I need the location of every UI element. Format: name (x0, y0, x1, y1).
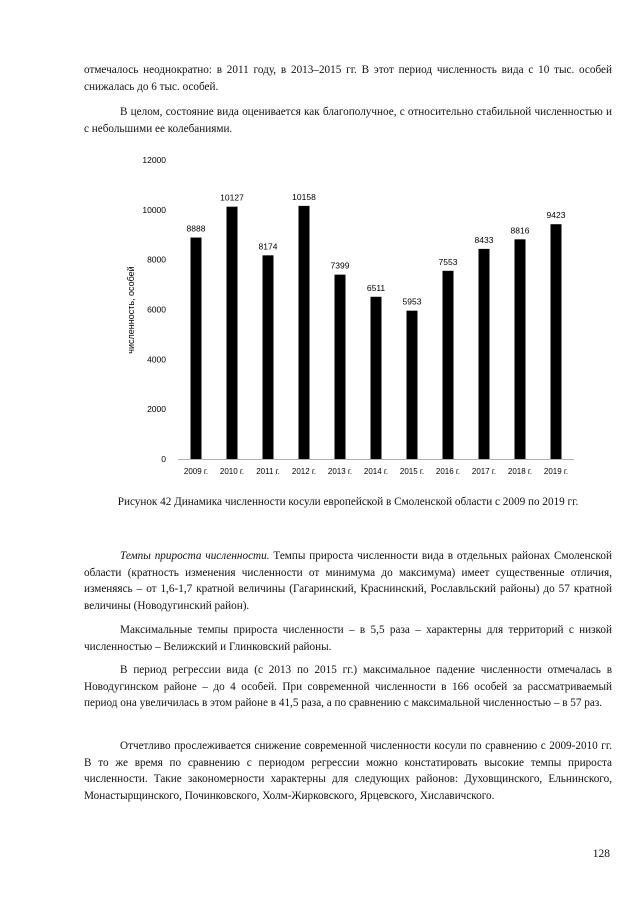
page-number: 128 (592, 848, 610, 860)
y-tick-label: 4000 (147, 354, 166, 365)
y-tick-label: 2000 (147, 404, 166, 415)
y-tick-label: 8000 (147, 254, 166, 265)
bar (371, 297, 382, 459)
x-tick-label: 2016 г. (435, 467, 461, 476)
paragraph-max-growth: Максимальные темпы прироста численности – в 5,5 раза – характерны для территорий с низкой численностью – Велижский и Глинковский районы. (84, 624, 612, 653)
bar (443, 271, 454, 459)
paragraph-growth-rates (84, 548, 612, 614)
y-tick-label: 0 (161, 454, 166, 464)
paragraph-intro-summary: В целом, состояние вида оценивается как благополучное, с относительно стабильной численностью и с небольшими ее колебаниями. (84, 106, 612, 135)
data-label: 7399 (330, 260, 350, 271)
paragraph-lead-italic: Темпы прироста численности. (120, 550, 270, 562)
bar (263, 255, 274, 459)
bar (407, 311, 418, 459)
x-tick-label: 2015 г. (399, 467, 425, 476)
x-tick-label: 2011 г. (256, 467, 280, 476)
x-tick-label: 2019 г. (543, 467, 569, 476)
paragraph-decline: Отчетливо прослеживается снижение современной численности косули по сравнению с 2009-2010 гг. В то же время по сравнению с периодом регрессии можно констатировать высокие темпы прироста численности. Такие закономерности характерны для следующих районов: Духовщинского, Ельнинского, Монастырщинского, Починковского, Холм-Жирковского, Ярцевского, Хиславичского. (84, 740, 612, 802)
paragraph-growth-rates-text: Темпы прироста численности вида в отдельных районах Смоленской области (кратность изменения численности от минимума до максимума) имеет существенные отличия, изменяясь – от 1,6-1,7 кратной величины (Гагаринский, Краснинский, Рославльский районы) до 57 кратной величины (Новодугинский район). (84, 550, 612, 612)
population-bar-chart (0, 148, 640, 488)
data-label: 5953 (402, 296, 422, 307)
paragraph-intro-continued: отмечалось неоднократно: в 2011 году, в 2013–2015 гг. В этот период численность вида с 10 тыс. особей снижалась до 6 тыс. особей. (84, 64, 612, 93)
figure-caption: Рисунок 42 Динамика численности косули европейской в Смоленской области с 2009 по 2019 гг. (117, 496, 579, 508)
bar (479, 249, 490, 459)
paragraph-regression: В период регрессии вида (с 2013 по 2015 гг.) максимальное падение численности отмечалась в Новодугинском районе – до 4 особей. При современной численности в 166 особей за рассматриваемый период она увеличилась в этом районе в 41,5 раза, а по сравнению с максимальной численностью – в 57 раз. (84, 664, 612, 710)
bar (191, 238, 202, 459)
bar (515, 239, 526, 459)
bar (299, 206, 310, 459)
data-label: 8433 (474, 234, 494, 245)
x-tick-label: 2010 г. (219, 467, 245, 476)
y-tick-label: 12000 (142, 155, 166, 165)
x-tick-label: 2017 г. (471, 467, 497, 476)
data-label: 9423 (546, 210, 566, 221)
x-tick-label: 2014 г. (363, 467, 389, 476)
data-label: 8888 (186, 223, 206, 234)
data-label: 8174 (258, 241, 278, 252)
data-label: 8816 (510, 225, 530, 236)
data-label: 6511 (366, 282, 386, 293)
bar (551, 224, 562, 459)
data-label: 10127 (220, 192, 244, 203)
data-label: 10158 (292, 191, 316, 202)
x-tick-label: 2013 г. (327, 467, 353, 476)
y-tick-label: 6000 (147, 304, 166, 315)
bar (335, 275, 346, 459)
bar (227, 207, 238, 459)
x-tick-label: 2009 г. (183, 467, 209, 476)
x-tick-label: 2018 г. (507, 467, 533, 476)
y-axis-label: численность, особей (126, 266, 136, 354)
x-tick-label: 2012 г. (291, 467, 317, 476)
y-tick-label: 10000 (142, 204, 166, 215)
data-label: 7553 (438, 256, 458, 267)
